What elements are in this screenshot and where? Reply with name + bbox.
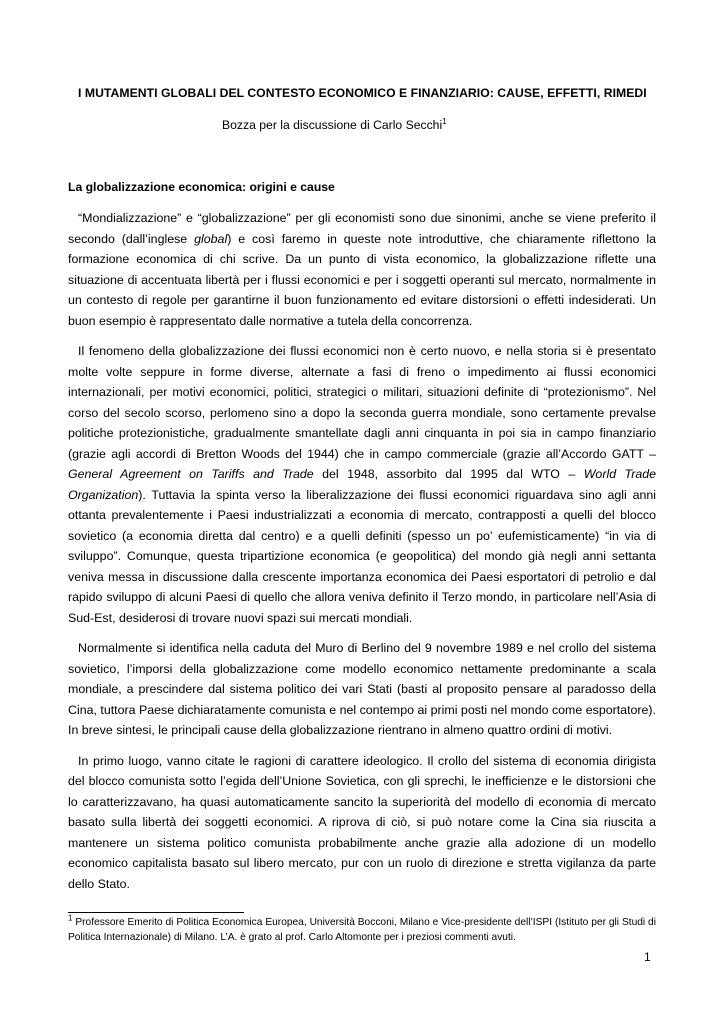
paragraph-2-text-c: del 1948, assorbito dal 1995 dal WTO – <box>313 467 584 481</box>
paragraph-2 <box>68 341 656 628</box>
paragraph-1-text-c: ) e così faremo in queste note introduttive, che chiaramente riflettono la formazione economica di chi scrive. Da un punto di vista economico, la globalizzazione riflette una situazione di accentuata libertà per i flussi economici e per i soggetti operanti sul mercato, normalmente in un contesto di regole per garantirne il buon funzionamento ed evitare distorsioni o effetti indesiderati. Un buon esempio è rappresentato dalle normative a tutela della concorrenza. <box>68 231 656 328</box>
footnote-mark: 1 <box>68 913 73 923</box>
footnote-separator <box>68 912 244 913</box>
subtitle-text: Bozza per la discussione di Carlo Secchi <box>222 118 443 132</box>
page-number: 1 <box>644 950 651 964</box>
paragraph-2-text-e: ). Tuttavia la spinta verso la liberalizzazione dei flussi economici riguardava sino agli anni ottanta prevalentemente i Paesi industrializzati a economia di mercato, contrapposti a quelli del blocco sovietico (a economia diretta dal centro) e a quelli definiti (spesso un po’ eufemisticamente) “in via di sviluppo”. Comunque, questa tripartizione economica (e geopolitica) del mondo già negli anni settanta veniva messa in discussione dalla crescente importanza economica dei Paesi esportatori di petrolio e dal rapido sviluppo di alcuni Paesi di quello che allora veniva definito il Terzo mondo, in particolare nell’Asia di Sud-Est, desiderosi di trovare nuovi spazi sui mercati mondiali. <box>68 487 656 625</box>
section-heading: La globalizzazione economica: origini e cause <box>68 180 335 194</box>
footnote-reference[interactable]: 1 <box>442 116 447 126</box>
paragraph-2-text-a: Il fenomeno della globalizzazione dei flussi economici non è certo nuovo, e nella storia si è presentato molte volte seppure in forme diverse, alternate a fasi di freno o impedimento ai flussi economici internazionali, per motivi economici, politici, strategici o militari, situazioni definite di “protezionismo”. Nel corso del secolo scorso, perlomeno sino a dopo la seconda guerra mondiale, sono certamente prevalse politiche protezionistiche, gradualmente smantellate dagli anni cinquanta in poi sia in campo finanziario (grazie agli accordi di Bretton Woods del 1944) che in campo commerciale (grazie all’Accordo GATT – <box>68 344 656 461</box>
paragraph-1-text-a: “Mondializzazione” e “globalizzazione” per gli economisti sono due sinonimi, anche se viene preferito il secondo (dall’inglese <box>68 211 656 246</box>
footnote <box>68 913 656 945</box>
paragraph-2-italic-wto: World Trade Organization <box>68 467 656 502</box>
paragraph-2-italic-gatt: General Agreement on Tariffs and Trade <box>68 467 314 481</box>
paragraph-3: Normalmente si identifica nella caduta del Muro di Berlino del 9 novembre 1989 e nel crollo del sistema sovietico, l’imporsi della globalizzazione come modello economico nettamente predominante a scala mondiale, a prescindere dal sistema politico dei vari Stati (basti al proposito pensare al paradosso della Cina, tuttora Paese dichiaratamente comunista e nel contempo ai primi posti nel mondo come esportatore). In breve sintesi, le principali cause della globalizzazione rientrano in almeno quattro ordini di motivi. <box>68 641 656 737</box>
document-title: I MUTAMENTI GLOBALI DEL CONTESTO ECONOMICO E FINANZIARIO: CAUSE, EFFETTI, RIMEDI <box>78 86 647 100</box>
footnote-text: Professore Emerito di Politica Economica Europea, Università Bocconi, Milano e Vice-presidente dell’ISPI (Istituto per gli Studi di Politica Internazionale) di Milano. L’A. è grato al prof. Carlo Altomonte per i preziosi commenti avuti. <box>68 917 656 943</box>
paragraph-4: In primo luogo, vanno citate le ragioni di carattere ideologico. Il crollo del sistema di economia dirigista del blocco comunista sotto l’egida dell’Unione Sovietica, con gli sprechi, le inefficienze e le distorsioni che lo caratterizzavano, ha quasi automaticamente sancito la superiorità del modello di economia di mercato basato sulla libertà dei soggetti economici. A riprova di ciò, si può notare come la Cina sia riuscita a mantenere un sistema politico comunista probabilmente anche grazie alla adozione di un modello economico capitalista basato sul libero mercato, pur con un ruolo di direzione e stretta vigilanza da parte dello Stato. <box>68 753 656 891</box>
paragraph-1 <box>68 208 656 331</box>
paragraph-1-italic: global <box>194 231 228 246</box>
document-subtitle <box>222 118 447 132</box>
body-text <box>68 208 656 894</box>
